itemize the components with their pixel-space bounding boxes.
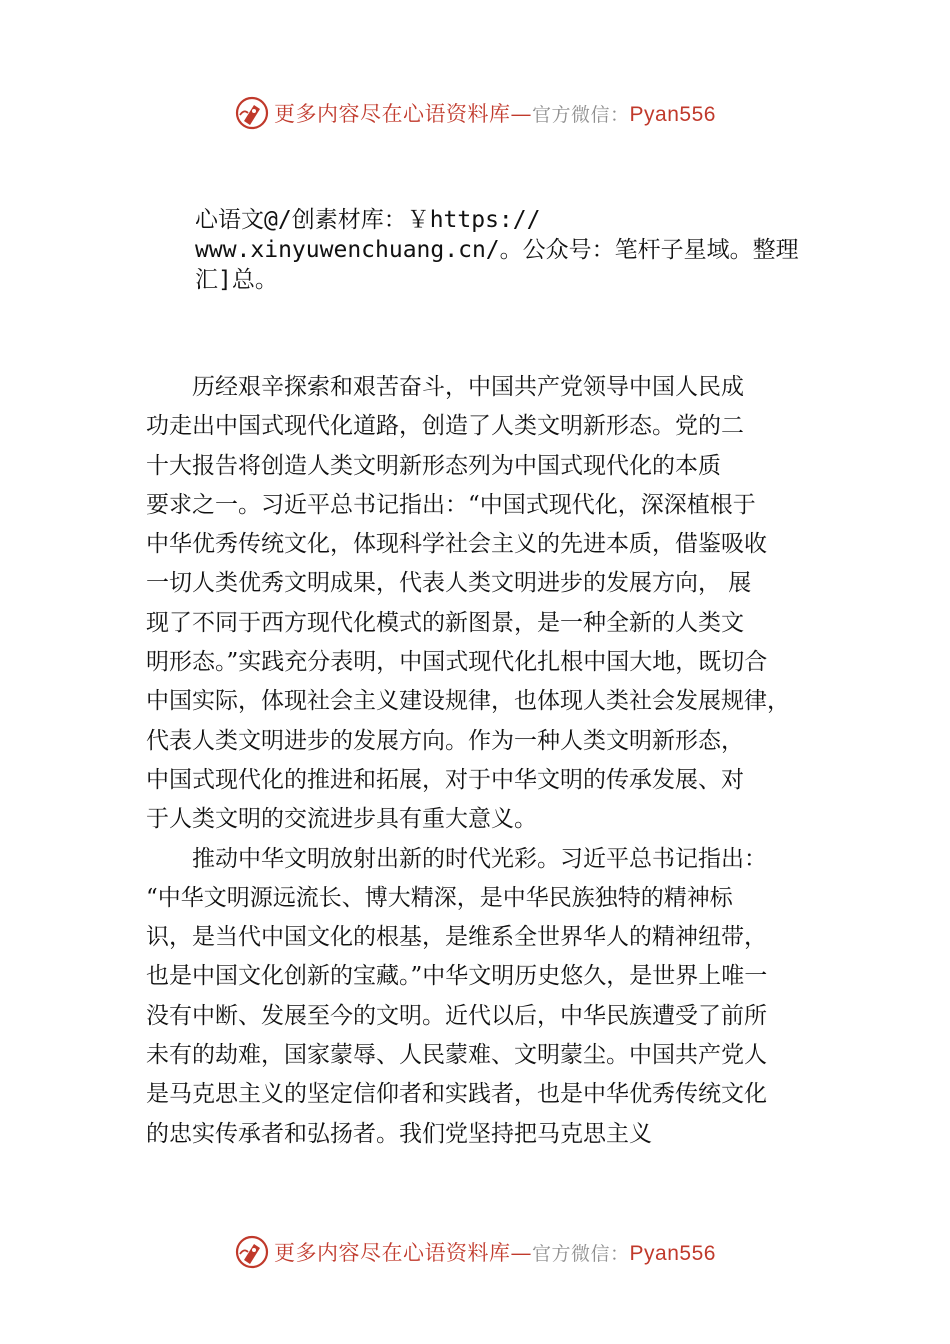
article-line: 现了不同于西方现代化模式的新图景，是一种全新的人类文: [146, 609, 744, 636]
article-line: 识，是当代中国文化的根基，是维系全世界华人的精神纽带，: [146, 924, 767, 951]
article-line: 代表人类文明进步的发展方向。作为一种人类文明新形态，: [146, 727, 744, 754]
footer-banner: [0, 1232, 950, 1272]
article-line: 要求之一。习近平总书记指出：“中国式现代化，深深植根于: [146, 491, 756, 518]
banner-wechat-label: 官方微信：: [532, 1243, 630, 1265]
article-line: 于人类文明的交流进步具有重大意义。: [146, 806, 537, 833]
article-line: 功走出中国式现代化道路，创造了人类文明新形态。党的二: [146, 413, 744, 440]
article-line: 未有的劫难，国家蒙辱、人民蒙难、文明蒙尘。中国共产党人: [146, 1042, 767, 1069]
source-note-line: www.xinyuwenchuang.cn/。公众号：笔杆子星域。整理: [195, 237, 799, 263]
banner-dash: —: [510, 1241, 533, 1265]
source-note-line: 心语文@/创素材库：￥https://: [195, 207, 541, 233]
pen-nib-logo-icon: [234, 1234, 270, 1270]
article-line: 中华优秀传统文化，体现科学社会主义的先进本质，借鉴吸收: [146, 531, 767, 558]
article-line: 十大报告将创造人类文明新形态列为中国式现代化的本质: [146, 452, 721, 479]
banner-dash: —: [510, 102, 533, 126]
article-line: 历经艰辛探索和艰苦奋斗，中国共产党领导中国人民成: [192, 374, 744, 400]
article-line: 没有中断、发展至今的文明。近代以后，中华民族遭受了前所: [146, 1002, 767, 1029]
banner-text: [274, 1237, 716, 1267]
article-body: [146, 368, 826, 1154]
banner-wechat-id: Pyan556: [629, 103, 716, 126]
banner-wechat-label: 官方微信：: [532, 104, 630, 126]
header-banner: [0, 93, 950, 133]
article-line: “中华文明源远流长、博大精深，是中华民族独特的精神标: [146, 884, 733, 911]
article-line: 中国式现代化的推进和拓展，对于中华文明的传承发展、对: [146, 766, 744, 793]
article-line: 也是中国文化创新的宝藏。”中华文明历史悠久，是世界上唯一: [146, 963, 768, 990]
source-note-line: 汇]总。: [195, 267, 278, 293]
article-line: 明形态。”实践充分表明，中国式现代化扎根中国大地，既切合: [146, 649, 768, 676]
banner-text: [274, 98, 716, 128]
banner-wechat-id: Pyan556: [629, 1242, 716, 1265]
article-line: 一切人类优秀文明成果，代表人类文明进步的发展方向， 展: [146, 570, 752, 597]
article-line: 推动中华文明放射出新的时代光彩。习近平总书记指出：: [192, 845, 767, 872]
source-note: [195, 205, 835, 295]
banner-slogan: 更多内容尽在心语资料库: [274, 102, 511, 126]
article-line: 是马克思主义的坚定信仰者和实践者，也是中华优秀传统文化: [146, 1081, 767, 1108]
article-line: 的忠实传承者和弘扬者。我们党坚持把马克思主义: [146, 1120, 652, 1147]
pen-nib-logo-icon: [234, 95, 270, 131]
banner-slogan: 更多内容尽在心语资料库: [274, 1241, 511, 1265]
article-line: 中国实际，体现社会主义建设规律，也体现人类社会发展规律，: [146, 688, 790, 715]
